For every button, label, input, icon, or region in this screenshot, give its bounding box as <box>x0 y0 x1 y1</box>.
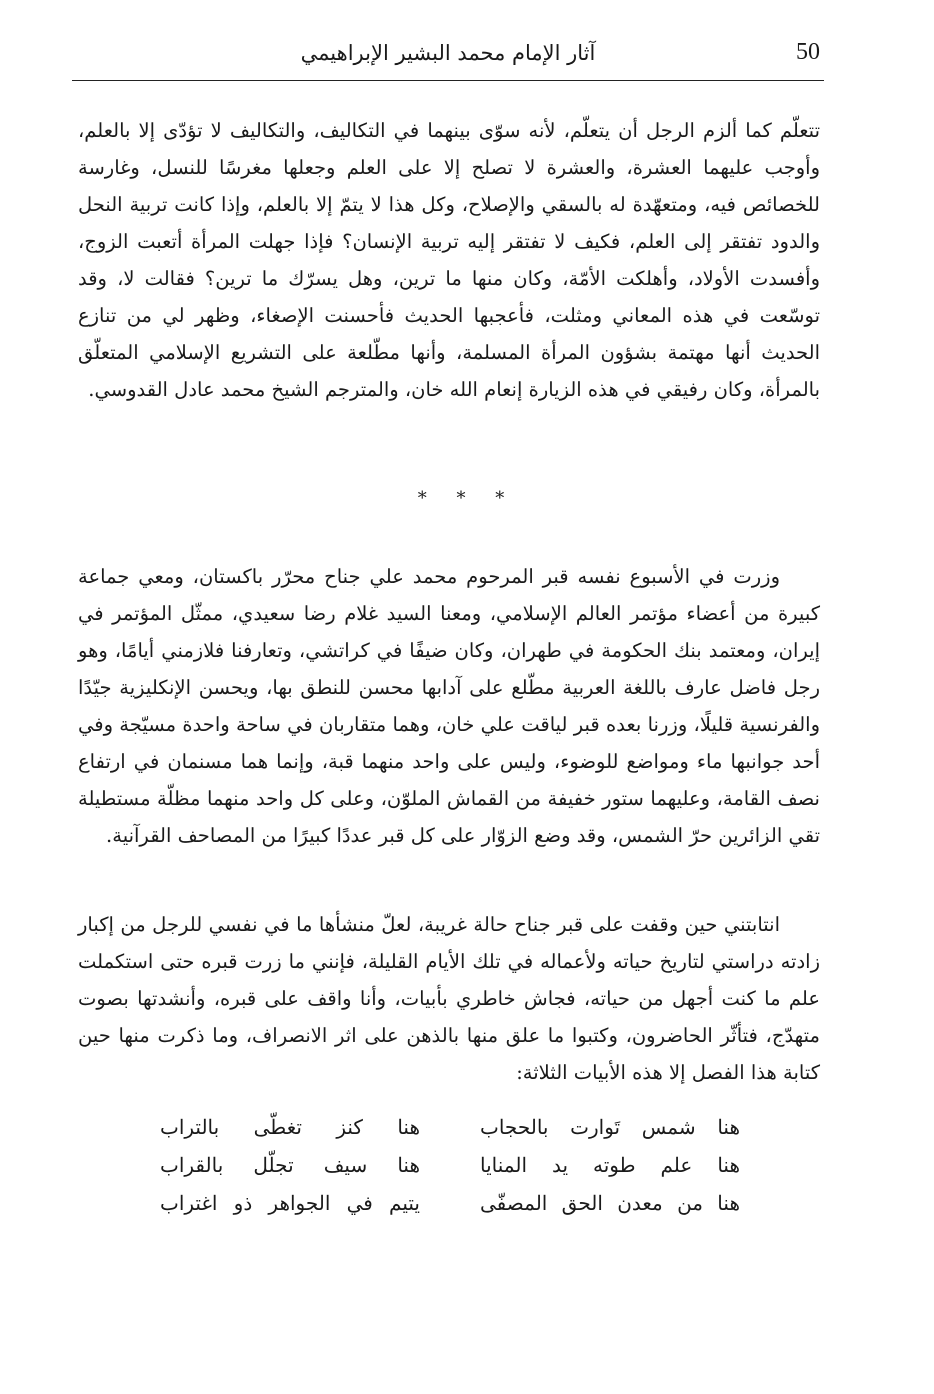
poem <box>160 1108 740 1222</box>
paragraph-visit-tomb: وزرت في الأسبوع نفسه قبر المرحوم محمد علي جناح محرّر باكستان، ومعي جماعة كبيرة من أعضاء مؤتمر العالم الإسلامي، ومعنا السيد غلام رضا سعيدي، ممثّل المؤتمر في إيران، ومعتمد بنك الحكومة في طهران، وكان ضيفًا في كراتشي، وتعارفنا فلازمني أيامًا، وهو رجل فاضل عارف باللغة العربية مطّلع على آدابها محسن للنطق بها، ويحسن الإنكليزية جيّدًا والفرنسية قليلًا، وزرنا بعده قبر لياقت علي خان، وهما متقاربان في ساحة واحدة مسيّجة وفي أحد جوانبها ماء ومواضع للوضوء، وليس على واحد منهما قبة، وإنما هما مسنمان في ارتفاع نصف القامة، وعليهما ستور خفيفة من القماش الملوّن، وعلى كل واحد منهما مظلّة مستطيلة تقي الزائرين حرّ الشمس، وقد وضع الزوّار على كل قبر عددًا كبيرًا من المصاحف القرآنية. <box>78 565 820 847</box>
header-rule <box>72 80 824 81</box>
poem-second-hemistich: هنا كنز تغطّى بالتراب <box>160 1115 420 1139</box>
paragraph-poem-intro: انتابتني حين وقفت على قبر جناح حالة غريبة، لعلّ منشأها ما في نفسي للرجل من إكبار زادته دراستي لتاريخ حياته ولأعماله في تلك الأيام القليلة، فإنني ما زرت قبره حتى استكملت علم ما كنت أجهل من حياته، فجاش خاطري بأبيات، وأنا واقف على قبره، وأنشدتها بصوت متهدّج، فتأثّر الحاضرون، وكتبوا ما علق منها بالذهن على اثر الانصراف، وما ذكرت منها حين كتابة هذا الفصل إلا هذه الأبيات الثلاثة: <box>78 913 820 1084</box>
running-header <box>72 36 824 76</box>
running-header-title: آثار الإمام محمد البشير الإبراهيمي <box>300 41 596 65</box>
paragraph-continuation: تتعلّم كما ألزم الرجل أن يتعلّم، لأنه سوّى بينهما في التكاليف، والتكاليف لا تؤدّى إلا بالعلم، وأوجب عليهما العشرة، والعشرة لا تصلح إلا على العلم وجعلها مغرسًا للنسل، وغارسة للخصائص فيه، ومتعهّدة له بالسقي والإصلاح، وكل هذا لا يتمّ إلا بالعلم، وإذا كانت تربية النحل والدود تفتقر إلى العلم، فكيف لا تفتقر إليه تربية الإنسان؟ فإذا جهلت المرأة أتعبت الزوج، وأفسدت الأولاد، وأهلكت الأمّة، وكان منها ما ترين، وهل يسرّك ما ترين؟ فقالت لا، وقد توسّعت في هذه المعاني ومثلت، فأعجبها الحديث فأحسنت الإصغاء، وظهر لي من تنازع الحديث أنها مهتمة بشؤون المرأة المسلمة، وأنها مطّلعة على التشريع الإسلامي المتعلّق بالمرأة، وكان رفيقي في هذه الزيارة إنعام الله خان، والمترجم الشيخ محمد عادل القدوسي. <box>78 119 820 401</box>
poem-verse <box>160 1184 740 1222</box>
poem-second-hemistich: هنا سيف تجلّل بالقراب <box>160 1153 420 1177</box>
poem-first-hemistich: هنا علم طوته يد المنايا <box>480 1153 740 1177</box>
poem-verse <box>160 1108 740 1146</box>
poem-verse <box>160 1146 740 1184</box>
poem-first-hemistich: هنا من معدن الحق المصفّى <box>480 1191 740 1215</box>
poem-second-hemistich: يتيم في الجواهر ذو اغتراب <box>160 1191 420 1215</box>
poem-first-hemistich: هنا شمس تَوارت بالحجاب <box>480 1115 740 1139</box>
page-number: 50 <box>796 39 820 65</box>
section-separator: * * * <box>417 488 517 509</box>
